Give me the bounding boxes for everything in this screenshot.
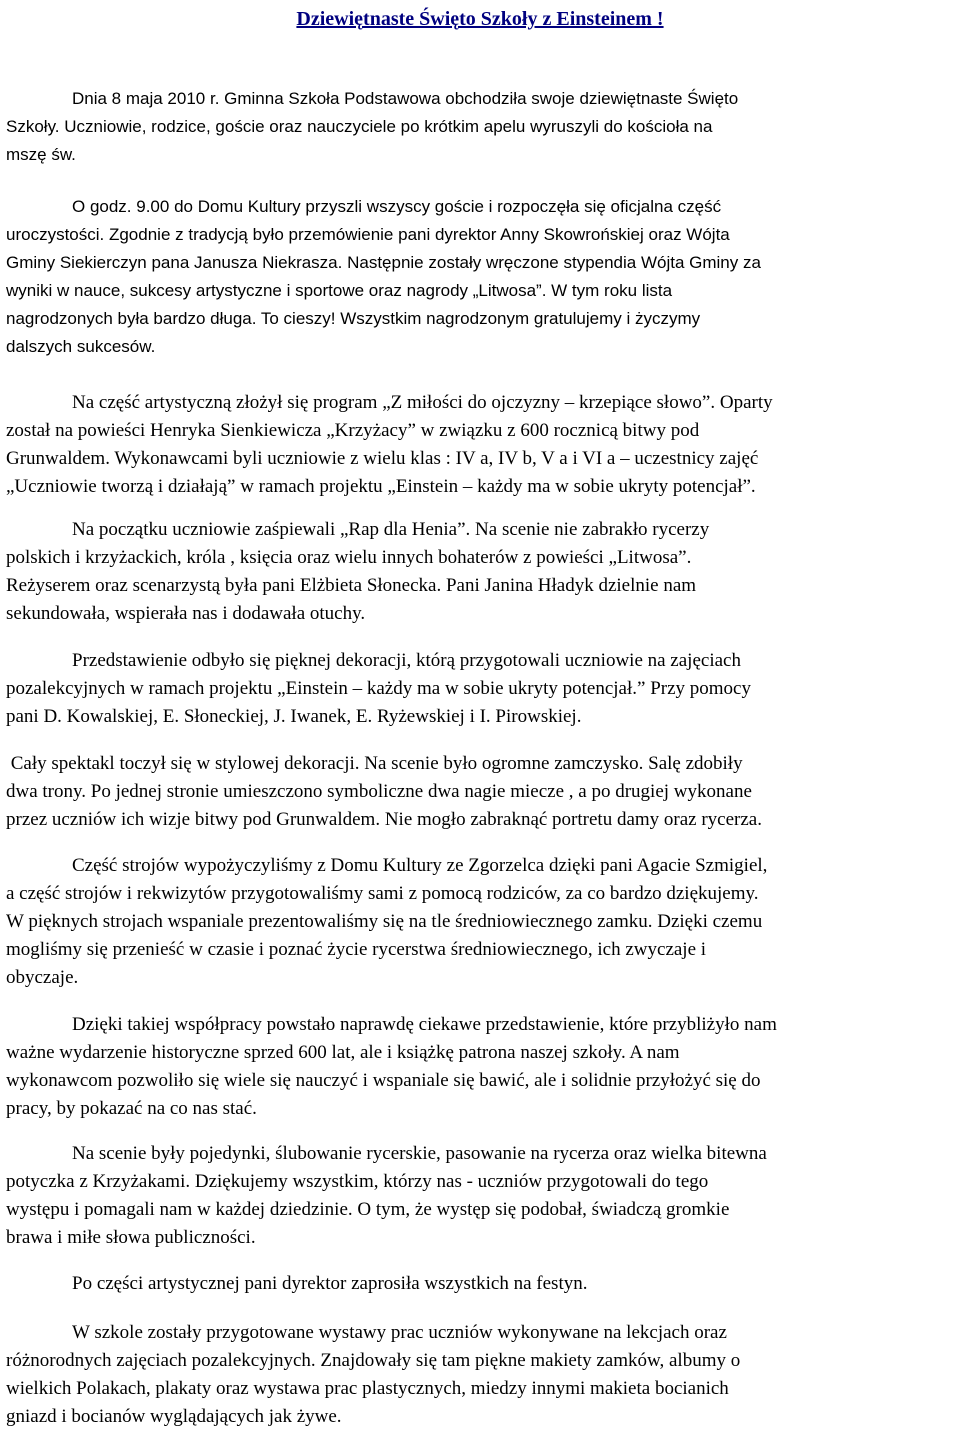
paragraph-line: Część strojów wypożyczyliśmy z Domu Kultury ze Zgorzelca dzięki pani Agacie Szmigiel, [72, 855, 768, 876]
paragraph-line: potyczka z Krzyżakami. Dziękujemy wszystkim, którzy nas - uczniów przygotowali do tego [6, 1171, 709, 1192]
paragraph-line: Na część artystyczną złożył się program „Z miłości do ojczyzny – krzepiące słowo”. Oparty [72, 392, 773, 413]
paragraph-line: Grunwaldem. Wykonawcami byli uczniowie z wielu klas : IV a, IV b, V a i VI a – uczestnicy zajęć [6, 448, 759, 469]
paragraph-line: O godz. 9.00 do Domu Kultury przyszli wszyscy goście i rozpoczęła się oficjalna część [72, 197, 722, 216]
paragraph-line: wykonawcom pozwoliło się wiele się nauczyć i wspaniale się bawić, ale i solidnie przyłożyć się do [6, 1070, 761, 1091]
paragraph-line: wielkich Polakach, plakaty oraz wystawa prac plastycznych, miedzy innymi makieta bocianich [6, 1378, 729, 1399]
paragraph-line: pracy, by pokazać na co nas stać. [6, 1098, 257, 1119]
paragraph-9 [6, 1140, 956, 1252]
paragraph-line: Dzięki takiej współpracy powstało naprawdę ciekawe przedstawienie, które przybliżyło nam [72, 1014, 777, 1035]
paragraph-line: pozalekcyjnych w ramach projektu „Einstein – każdy ma w sobie ukryty potencjał.” Przy pomocy [6, 678, 751, 699]
paragraph-line: przez uczniów ich wizje bitwy pod Grunwaldem. Nie mogło zabraknąć portretu damy oraz rycerza. [6, 809, 762, 830]
paragraph-line: dwa trony. Po jednej stronie umieszczono symboliczne dwa nagie miecze , a po drugiej wykonane [6, 781, 752, 802]
paragraph-line: dalszych sukcesów. [6, 337, 156, 356]
paragraph-line: Dnia 8 maja 2010 r. Gminna Szkoła Podstawowa obchodziła swoje dziewiętnaste Święto [72, 89, 739, 108]
paragraph-line: został na powieści Henryka Sienkiewicza „Krzyżacy” w związku z 600 rocznicą bitwy pod [6, 420, 700, 441]
paragraph-5 [6, 647, 956, 731]
paragraph-line: występu i pomagali nam w każdej dziedzinie. O tym, że występ się podobał, świadczą gromkie [6, 1199, 730, 1220]
document-title: Dziewiętnaste Święto Szkoły z Einsteinem ! [296, 8, 664, 30]
paragraph-11 [6, 1319, 956, 1431]
paragraph-line: a część strojów i rekwizytów przygotowaliśmy sami z pomocą rodziców, za co bardzo dziękujemy. [6, 883, 759, 904]
paragraph-line: W szkole zostały przygotowane wystawy prac uczniów wykonywane na lekcjach oraz [72, 1322, 727, 1343]
paragraph-line: pani D. Kowalskiej, E. Słoneckiej, J. Iwanek, E. Ryżewskiej i I. Pirowskiej. [6, 706, 582, 727]
paragraph-line: ważne wydarzenie historyczne sprzed 600 lat, ale i książkę patrona naszej szkoły. A nam [6, 1042, 680, 1063]
paragraph-line: Reżyserem oraz scenarzystą była pani Elżbieta Słonecka. Pani Janina Hładyk dzielnie nam [6, 575, 697, 596]
paragraph-3 [6, 389, 956, 501]
paragraph-line: Na scenie były pojedynki, ślubowanie rycerskie, pasowanie na rycerza oraz wielka bitewna [72, 1143, 767, 1164]
paragraph-line: gniazd i bocianów wyglądających jak żywe. [6, 1406, 342, 1427]
paragraph-line: Gminy Siekierczyn pana Janusza Niekrasza. Następnie zostały wręczone stypendia Wójta Gminy za [6, 253, 761, 272]
paragraph-line: uroczystości. Zgodnie z tradycją było przemówienie pani dyrektor Anny Skowrońskiej oraz Wójta [6, 225, 730, 244]
paragraph-4 [6, 516, 956, 628]
paragraph-line: W pięknych strojach wspaniale prezentowaliśmy się na tle średniowiecznego zamku. Dzięki czemu [6, 911, 763, 932]
paragraph-line: nagrodzonych była bardzo długa. To cieszy! Wszystkim nagrodzonym gratulujemy i życzymy [6, 309, 701, 328]
paragraph-8 [6, 1011, 956, 1123]
paragraph-line: Cały spektakl toczył się w stylowej dekoracji. Na scenie było ogromne zamczysko. Salę zdobiły [6, 753, 743, 774]
paragraph-7 [6, 852, 956, 992]
paragraph-line: Po części artystycznej pani dyrektor zaprosiła wszystkich na festyn. [72, 1273, 588, 1294]
paragraph-line: Na początku uczniowie zaśpiewali „Rap dla Henia”. Na scenie nie zabrakło rycerzy [72, 519, 710, 540]
paragraph-line: różnorodnych zajęciach pozalekcyjnych. Znajdowały się tam piękne makiety zamków, albumy o [6, 1350, 741, 1371]
paragraph-line: Szkoły. Uczniowie, rodzice, goście oraz nauczyciele po krótkim apelu wyruszyli do kościoła na [6, 117, 713, 136]
paragraph-2 [6, 193, 956, 361]
paragraph-line: Przedstawienie odbyło się pięknej dekoracji, którą przygotowali uczniowie na zajęciach [72, 650, 741, 671]
paragraph-line: mogliśmy się przenieść w czasie i poznać życie rycerstwa średniowiecznego, ich zwyczaje i [6, 939, 707, 960]
paragraph-line: mszę św. [6, 145, 76, 164]
paragraph-10 [6, 1270, 956, 1298]
paragraph-line: polskich i krzyżackich, króla , księcia oraz wielu innych bohaterów z powieści „Litwosa”. [6, 547, 692, 568]
paragraph-6 [6, 750, 956, 834]
paragraph-line: wyniki w nauce, sukcesy artystyczne i sportowe oraz nagrody „Litwosa”. W tym roku lista [6, 281, 673, 300]
paragraph-line: „Uczniowie tworzą i działają” w ramach projektu „Einstein – każdy ma w sobie ukryty potencjał”. [6, 476, 756, 497]
paragraph-1 [6, 85, 956, 169]
paragraph-line: brawa i miłe słowa publiczności. [6, 1227, 256, 1248]
paragraph-line: sekundowała, wspierała nas i dodawała otuchy. [6, 603, 366, 624]
paragraph-line: obyczaje. [6, 967, 79, 988]
